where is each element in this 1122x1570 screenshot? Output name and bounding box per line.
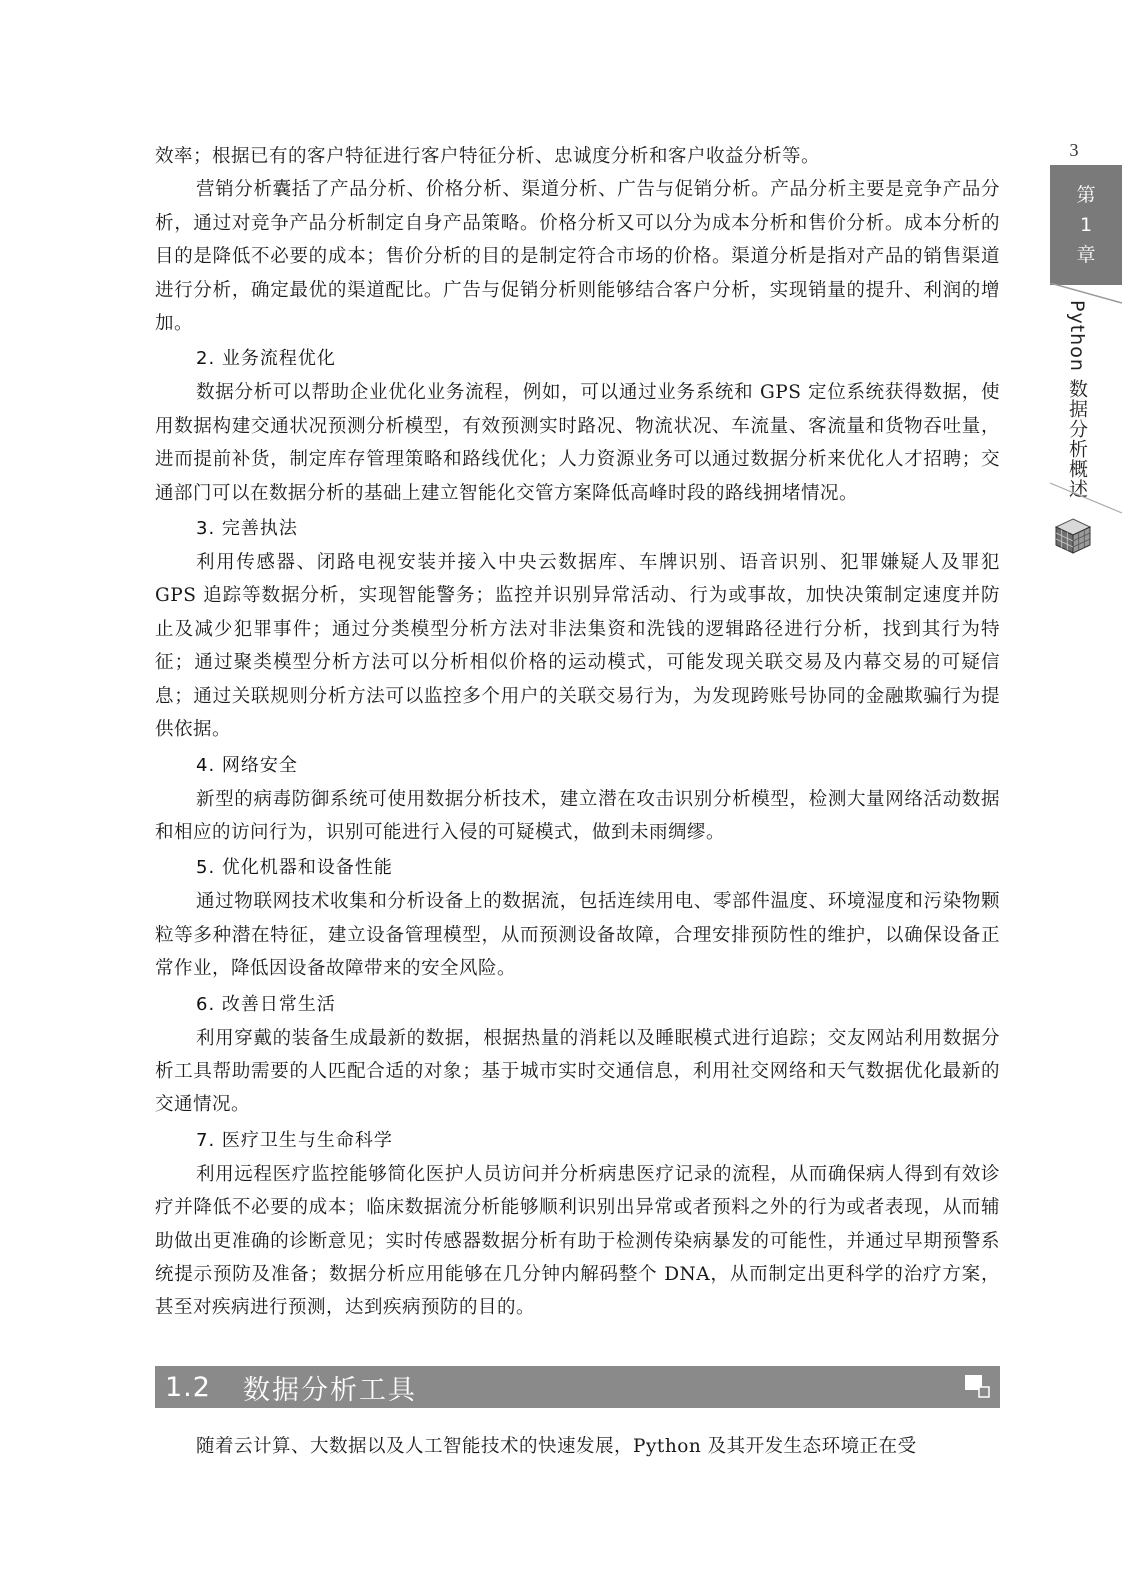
body-text: [155, 140, 1000, 1325]
heading-healthcare: 7. 医疗卫生与生命科学: [196, 1129, 393, 1151]
paragraph-business-process: 数据分析可以帮助企业优化业务流程，例如，可以通过业务系统和 GPS 定位系统获得数据，使用数据构建交通状况预测分析模型，有效预测实时路况、物流状况、车流量、客流量和货物吞吐量，进而提前补货，制定库存管理策略和路线优化；人力资源业务可以通过数据分析来优化人才招聘；交通部门可以在数据分析的基础上建立智能化交管方案降低高峰时段的路线拥堵情况。: [155, 382, 1000, 504]
heading-device-performance: 5. 优化机器和设备性能: [196, 857, 393, 879]
paragraph-daily-life: 利用穿戴的装备生成最新的数据，根据热量的消耗以及睡眠模式进行追踪；交友网站利用数据分析工具帮助需要的人匹配合适的对象；基于城市实时交通信息，利用社交网络和天气数据优化最新的交通情况。: [155, 1027, 1000, 1116]
window-squares-icon: [964, 1374, 990, 1398]
chapter-tab-suffix: 章: [1076, 244, 1096, 266]
heading-network-security: 4. 网络安全: [196, 754, 298, 776]
page-number: 3: [1069, 140, 1079, 160]
heading-business-process: 2. 业务流程优化: [196, 348, 336, 370]
paragraph-customer-analysis-end: 效率；根据已有的客户特征进行客户特征分析、忠诚度分析和客户收益分析等。: [155, 146, 821, 167]
heading-law-enforcement: 3. 完善执法: [196, 518, 298, 540]
section-number: 1.2: [165, 1371, 211, 1403]
paragraph-device-performance: 通过物联网技术收集和分析设备上的数据流，包括连续用电、零部件温度、环境湿度和污染物颗粒等多种潜在特征，建立设备管理模型，从而预测设备故障，合理安排预防性的维护，以确保设备正常作业，降低因设备故障带来的安全风险。: [155, 891, 1000, 980]
chapter-tab: [1050, 165, 1122, 285]
paragraph-network-security: 新型的病毒防御系统可使用数据分析技术，建立潜在攻击识别分析模型，检测大量网络活动数据和相应的访问行为，识别可能进行入侵的可疑模式，做到未雨绸缪。: [155, 788, 1000, 843]
heading-daily-life: 6. 改善日常生活: [196, 993, 336, 1015]
chapter-tab-number: 1: [1079, 214, 1093, 236]
section-title: 数据分析工具: [242, 1374, 417, 1406]
paragraph-python-tools-start: 随着云计算、大数据以及人工智能技术的快速发展，Python 及其开发生态环境正在受: [196, 1436, 917, 1457]
paragraph-healthcare: 利用远程医疗监控能够简化医护人员访问并分析病患医疗记录的流程，从而确保病人得到有效诊疗并降低不必要的成本；临床数据流分析能够顺利识别出异常或者预料之外的行为或者表现，从而辅助做出更准确的诊断意见；实时传感器数据分析有助于检测传染病暴发的可能性，并通过早期预警系统提示预防及准备；数据分析应用能够在几分钟内解码整个 DNA，从而制定出更科学的治疗方案，甚至对疾病进行预测，达到疾病预防的目的。: [155, 1163, 1000, 1319]
paragraph-law-enforcement: 利用传感器、闭路电视安装并接入中央云数据库、车牌识别、语音识别、犯罪嫌疑人及罪犯 GPS 追踪等数据分析，实现智能警务；监控并识别异常活动、行为或事故，加快决策制定速度并防止及减少犯罪事件；通过分类模型分析方法对非法集资和洗钱的逻辑路径进行分析，找到其行为特征；通过聚类模型分析方法可以分析相似价格的运动模式，可能发现关联交易及内幕交易的可疑信息；通过关联规则分析方法可以监控多个用户的关联交易行为，为发现跨账号协同的金融欺骗行为提供依据。: [155, 552, 1000, 741]
chapter-tab-prefix: 第: [1076, 184, 1096, 206]
cube-icon: [1052, 515, 1094, 557]
paragraph-marketing-analysis: 营销分析囊括了产品分析、价格分析、渠道分析、广告与促销分析。产品分析主要是竞争产品分析，通过对竞争产品分析制定自身产品策略。价格分析又可以分为成本分析和售价分析。成本分析的目的是降低不必要的成本；售价分析的目的是制定符合市场的价格。渠道分析是指对产品的销售渠道进行分析，确定最优的渠道配比。广告与促销分析则能够结合客户分析，实现销量的提升、利润的增加。: [155, 179, 1000, 335]
section-heading-banner: [155, 1366, 1000, 1408]
body-text-continued: [155, 1430, 1000, 1463]
side-divider-line: [1050, 478, 1122, 518]
chapter-title-vertical: Python 数据分析概述: [1066, 300, 1088, 499]
